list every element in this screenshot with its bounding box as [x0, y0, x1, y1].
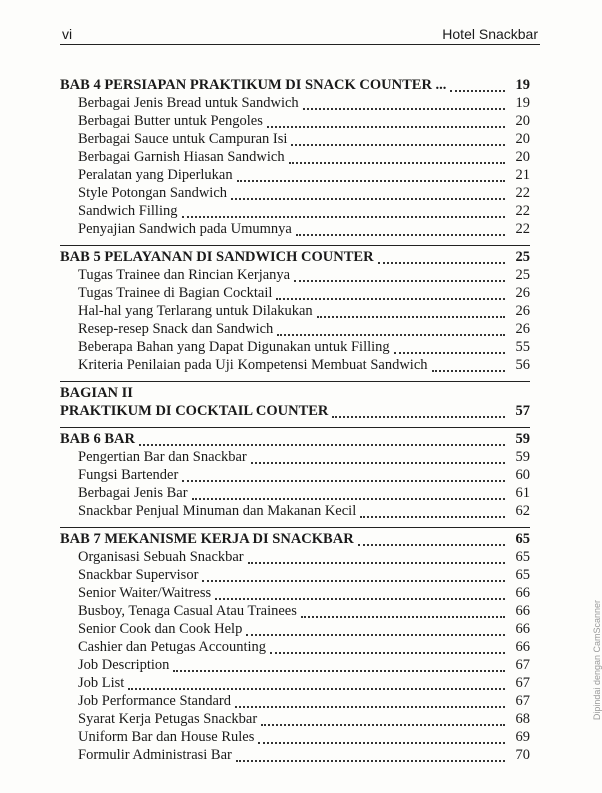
toc-entry-text: Organisasi Sebuah Snackbar: [78, 549, 244, 565]
dot-leader: [182, 462, 505, 482]
page-ref: 20: [515, 149, 530, 165]
dot-leader: [237, 162, 505, 182]
toc-entry-text: Job Performance Standard: [78, 693, 232, 709]
page-ref: 26: [515, 321, 530, 337]
toc-entry-text: Berbagai Garnish Hiasan Sandwich: [78, 149, 285, 165]
toc-entry-text: Snackbar Penjual Minuman dan Makanan Kecil: [78, 503, 357, 519]
dot-leader: [317, 298, 505, 318]
page-ref: 65: [515, 531, 530, 547]
page-ref: 57: [515, 403, 530, 419]
toc-entry-text: Tugas Trainee di Bagian Cocktail: [78, 285, 273, 301]
toc-entry-text: Berbagai Jenis Bread untuk Sandwich: [78, 95, 299, 111]
page-ref: 22: [515, 203, 530, 219]
dot-leader: [128, 670, 505, 690]
toc-entry-text: Resep-resep Snack dan Sandwich: [78, 321, 274, 337]
table-of-contents: [60, 76, 530, 764]
dot-leader: [251, 444, 505, 464]
page-ref: 68: [515, 711, 530, 727]
dot-leader: [277, 316, 505, 336]
toc-entry-text: Beberapa Bahan yang Dapat Digunakan untuk Filling: [78, 339, 390, 355]
page-ref: 67: [515, 675, 530, 691]
toc-entry-text: Penyajian Sandwich pada Umumnya: [78, 221, 292, 237]
dot-leader: [358, 526, 505, 546]
chapter-heading-text: BAB 6 BAR: [60, 431, 135, 447]
page-ref: 56: [515, 357, 530, 373]
toc-entry-text: Job Description: [78, 657, 170, 673]
toc-entry-text: Snackbar Supervisor: [78, 567, 199, 583]
page-ref: 20: [515, 131, 530, 147]
running-title: Hotel Snackbar: [442, 26, 538, 42]
page-ref: 66: [515, 603, 530, 619]
toc-entry-text: Formulir Administrasi Bar: [78, 747, 232, 763]
dot-leader: [450, 72, 505, 92]
toc-entry-text: Senior Waiter/Waitress: [78, 585, 212, 601]
toc-entry-text: Style Potongan Sandwich: [78, 185, 228, 201]
dot-leader: [303, 90, 505, 110]
chapter-heading-text: BAB 4 PERSIAPAN PRAKTIKUM DI SNACK COUNTER ...: [60, 77, 447, 93]
dot-leader: [360, 498, 505, 518]
dot-leader: [296, 216, 505, 236]
dot-leader: [378, 244, 505, 264]
toc-entry-text: Berbagai Sauce untuk Campuran Isi: [78, 131, 288, 147]
page-ref: 25: [515, 267, 530, 283]
page-ref: 59: [515, 431, 530, 447]
dot-leader: [182, 198, 505, 218]
toc-entry-text: Senior Cook dan Cook Help: [78, 621, 243, 637]
dot-leader: [261, 706, 505, 726]
page-ref: 70: [515, 747, 530, 763]
chapter-heading: [60, 402, 530, 420]
page-ref: 19: [515, 95, 530, 111]
dot-leader: [394, 334, 505, 354]
chapter-heading-text: PRAKTIKUM DI COCKTAIL COUNTER: [60, 403, 329, 419]
page-ref: 65: [515, 549, 530, 565]
chapter-heading-text: BAB 5 PELAYANAN DI SANDWICH COUNTER: [60, 249, 374, 265]
toc-entry-text: Sandwich Filling: [78, 203, 178, 219]
page-ref: 19: [515, 77, 530, 93]
page-ref: 67: [515, 693, 530, 709]
page-ref: 26: [515, 285, 530, 301]
toc-entry-text: Kriteria Penilaian pada Uji Kompetensi Membuat Sandwich: [78, 357, 428, 373]
page-ref: 61: [515, 485, 530, 501]
page-ref: 25: [515, 249, 530, 265]
page-ref: 59: [515, 449, 530, 465]
toc-entry: [60, 746, 530, 764]
chapter-heading-text: BAB 7 MEKANISME KERJA DI SNACKBAR: [60, 531, 354, 547]
page-ref: 22: [515, 221, 530, 237]
toc-entry-text: Uniform Bar dan House Rules: [78, 729, 255, 745]
part-label-text: BAGIAN II: [60, 385, 133, 401]
page-ref: 26: [515, 303, 530, 319]
dot-leader: [289, 144, 505, 164]
toc-entry-text: Hal-hal yang Terlarang untuk Dilakukan: [78, 303, 313, 319]
dot-leader: [276, 280, 505, 300]
toc-entry: [60, 356, 530, 374]
page-ref: 66: [515, 585, 530, 601]
scanner-watermark: Dipindai dengan CamScanner: [592, 600, 602, 721]
toc-entry-text: Peralatan yang Diperlukan: [78, 167, 233, 183]
toc-entry-text: Syarat Kerja Petugas Snackbar: [78, 711, 258, 727]
dot-leader: [248, 544, 505, 564]
toc-entry-text: Busboy, Tenaga Casual Atau Trainees: [78, 603, 297, 619]
dot-leader: [215, 580, 505, 600]
toc-entry-text: Pengertian Bar dan Snackbar: [78, 449, 247, 465]
dot-leader: [258, 724, 505, 744]
page-ref: 66: [515, 639, 530, 655]
dot-leader: [332, 398, 505, 418]
dot-leader: [294, 262, 505, 282]
dot-leader: [202, 562, 505, 582]
toc-entry: [60, 502, 530, 520]
page-ref: 66: [515, 621, 530, 637]
dot-leader: [246, 616, 505, 636]
dot-leader: [192, 480, 505, 500]
dot-leader: [267, 108, 505, 128]
page-ref: 55: [515, 339, 530, 355]
page-ref: 21: [515, 167, 530, 183]
page-ref: 67: [515, 657, 530, 673]
dot-leader: [235, 688, 505, 708]
dot-leader: [236, 742, 505, 762]
running-header: [60, 24, 540, 45]
dot-leader: [301, 598, 505, 618]
dot-leader: [139, 426, 505, 446]
toc-entry-text: Fungsi Bartender: [78, 467, 179, 483]
toc-entry-text: Cashier dan Petugas Accounting: [78, 639, 267, 655]
toc-entry-text: Tugas Trainee dan Rincian Kerjanya: [78, 267, 291, 283]
page-ref: 69: [515, 729, 530, 745]
page-ref: 20: [515, 113, 530, 129]
page-ref: 62: [515, 503, 530, 519]
toc-entry-text: Berbagai Jenis Bar: [78, 485, 188, 501]
dot-leader: [291, 126, 505, 146]
toc-entry: [60, 220, 530, 238]
dot-leader: [270, 634, 505, 654]
dot-leader: [173, 652, 505, 672]
dot-leader: [432, 352, 505, 372]
page-ref: 60: [515, 467, 530, 483]
page-ref: 22: [515, 185, 530, 201]
page-ref: 65: [515, 567, 530, 583]
page-number: vi: [62, 26, 73, 42]
dot-leader: [231, 180, 505, 200]
toc-entry-text: Berbagai Butter untuk Pengoles: [78, 113, 263, 129]
toc-entry-text: Job List: [78, 675, 125, 691]
